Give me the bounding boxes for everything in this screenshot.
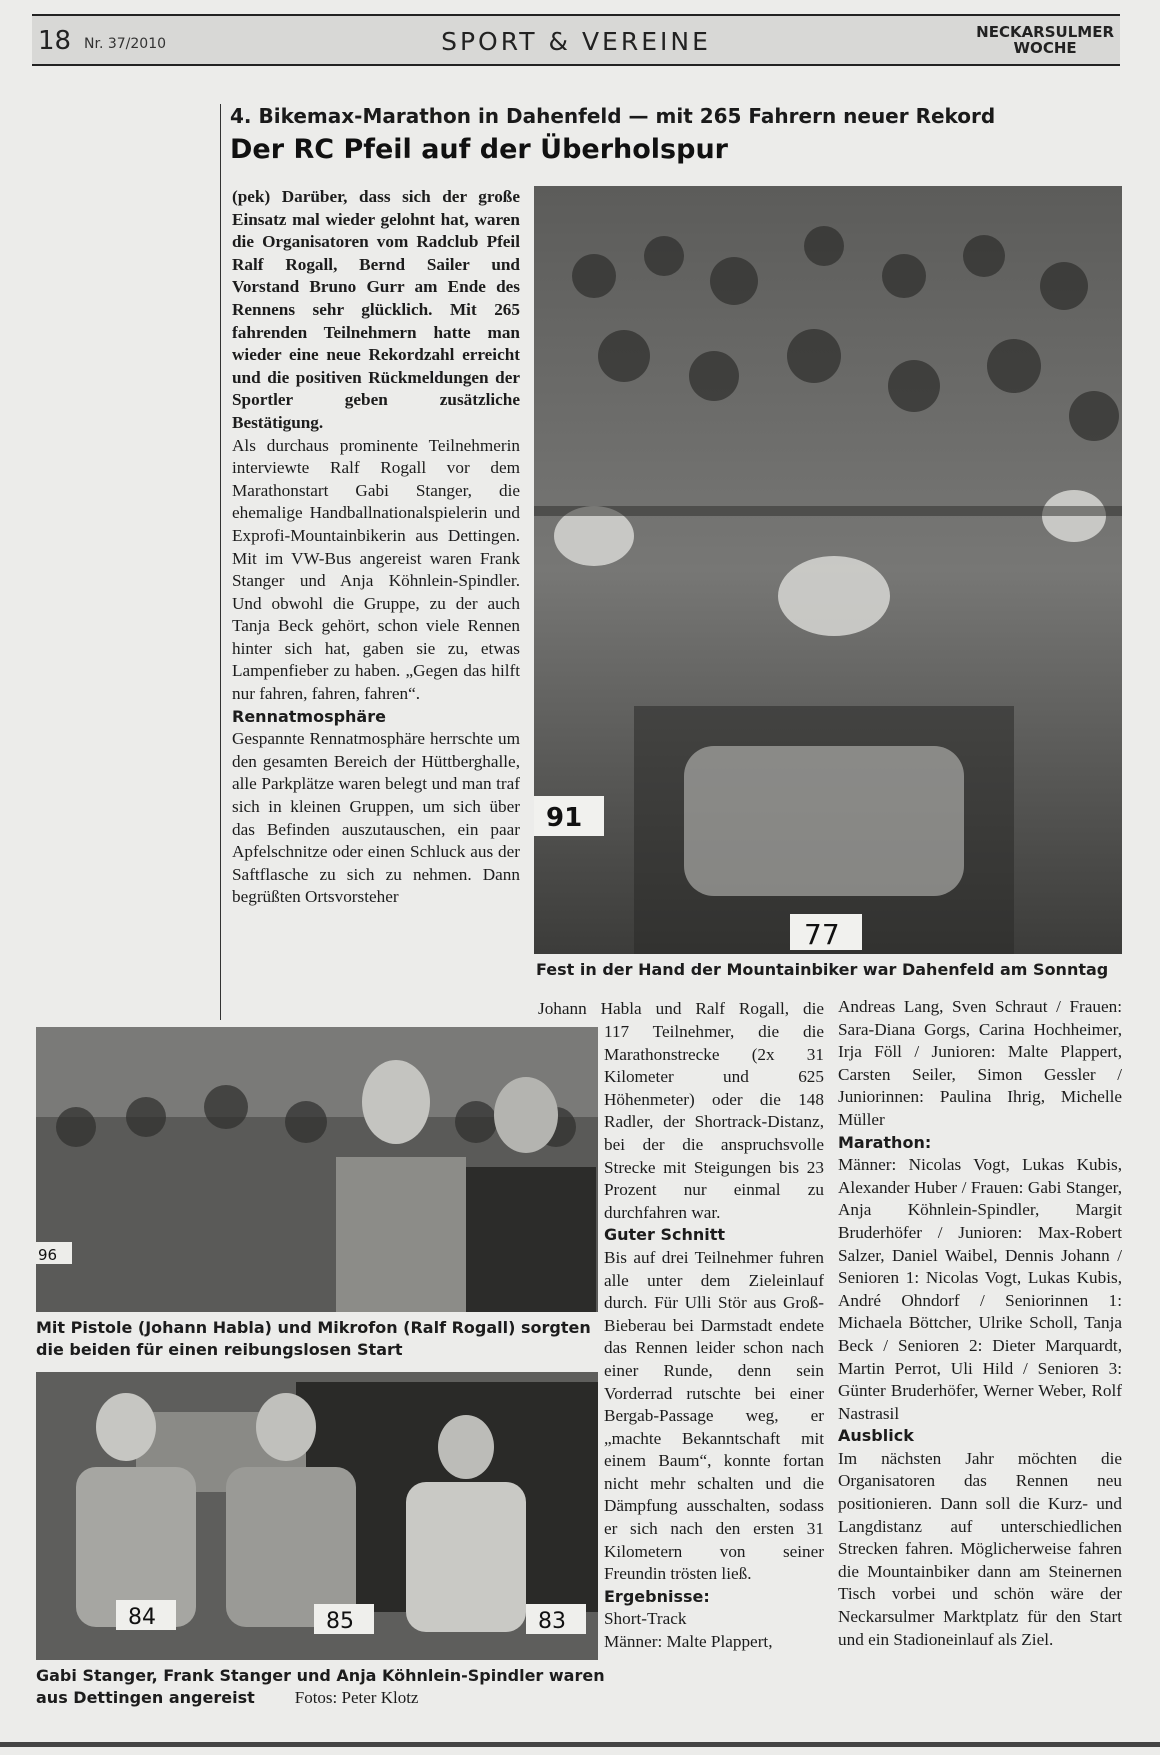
page-footer-rule — [0, 1742, 1160, 1747]
start-photo-caption: Mit Pistole (Johann Habla) und Mikrofon (Ralf Rogall) sorgten die beiden für einen reibungslosen Start — [36, 1318, 591, 1359]
masthead-line1: NECKARSULMER — [976, 23, 1114, 41]
masthead-logo — [976, 24, 1114, 56]
main-photo — [534, 186, 1122, 954]
issue-number: Nr. 37/2010 — [84, 36, 167, 52]
subheading: Guter Schnitt — [604, 1225, 726, 1245]
continuation-line: Johann Habla und Ralf Rogall, die — [538, 999, 824, 1018]
three-riders-photo — [36, 1372, 598, 1660]
race-number: 84 — [128, 1605, 156, 1630]
main-photo-caption: Fest in der Hand der Mountainbiker war Dahenfeld am Sonntag — [536, 960, 1109, 979]
riders-photo — [36, 1372, 598, 1660]
article-kicker: 4. Bikemax-Marathon in Dahenfeld — mit 265 Fahrern neuer Rekord — [230, 104, 996, 128]
subheading: Rennatmosphäre — [232, 706, 386, 726]
race-number: 96 — [38, 1246, 58, 1264]
article-lead: (pek) Darüber, dass sich der große Einsatz mal wieder gelohnt hat, waren die Organisatoren vom Radclub Pfeil Ralf Rogall, Bernd Sailer und Vorstand Bruno Gurr am Ende des Rennens sehr glücklich. Mit 265 fahrenden Teilnehmern hatte man wieder eine neue Rekordzahl erreicht und die positiven Rückmeldungen der Sportler geben zusätzliche Bestätigung. — [232, 187, 520, 432]
article-paragraph: Als durchaus prominente Teilnehmerin interviewte Ralf Rogall vor dem Marathonstart Gabi Stanger, die ehemalige Handballnationalspielerin und Exprofi-Mountainbikerin aus Dettingen. Mit im VW-Bus angereist waren Frank Stanger und Anja Köhnlein-Spindler. Und obwohl die Gruppe, zu der auch Tanja Beck gehört, schon viele Rennen hinter sich hat, gaben sie zu, etwas Lampenfieber zu haben. „Gegen das hilft nur fahren, fahren, fahren“. — [232, 435, 520, 704]
text-column-1 — [232, 186, 520, 909]
subheading: Marathon: — [838, 1132, 932, 1152]
page-number: 18 — [38, 26, 72, 56]
section-title: SPORT & VEREINE — [441, 27, 711, 56]
subheading: Ergebnisse: — [604, 1586, 710, 1606]
cyclists-crowd-photo — [534, 186, 1122, 954]
article-paragraph: 117 Teilnehmer, die die Marathonstrecke (2x 31 Kilometer und 625 Höhenmeter) oder die 148 Radler, der Shortrack-Distanz, bei der die anspruchsvolle Strecke mit Steigungen bis 23 Prozent nur einmal zu durchfahren war. — [604, 1022, 824, 1222]
results-category: Short-Track — [604, 1609, 687, 1629]
article-paragraph: Bis auf drei Teilnehmer fuhren alle unter dem Zieleinlauf durch. Für Ulli Stör aus Groß-Bieberau bei Darmstadt endete das Rennen leider schon nach einer Runde, denn sein Vorderrad rutschte bei einer Bergab-Passage weg, er „machte Bekanntschaft mit einem Baum“, konnte fortan nicht mehr schalten und die Dämpfung ausschalten, sodass er sich nach den ersten 31 Kilometern von seiner Freundin trösten ließ. — [604, 1247, 824, 1584]
results-list: Andreas Lang, Sven Schraut / Frauen: Sara-Diana Gorgs, Carina Hochheimer, Irja Föll / Junioren: Malte Plappert, Carsten Seiler, Simon Gessler / Juniorinnen: Paulina Ihrig, Michelle Müller — [838, 997, 1122, 1129]
riders-caption-text: Gabi Stanger, Frank Stanger und Anja Köhnlein-Spindler waren aus Dettingen angereist — [36, 1666, 605, 1707]
article-headline: Der RC Pfeil auf der Überholspur — [230, 134, 728, 165]
race-number: 77 — [804, 918, 840, 951]
text-column-3 — [838, 996, 1122, 1651]
results-list: Männer: Nicolas Vogt, Lukas Kubis, Alexander Huber / Frauen: Gabi Stanger, Anja Köhnlein-Spindler, Margit Bruderhöfer / Junioren: Max-Robert Salzer, Daniel Waibel, Dennis Johann / Senioren 1: Nicolas Vogt, Lukas Kubis, André Ohndorf / Seniorinnen 1: Michaela Böttcher, Ulrike Scholl, Tanja Beck / Senioren 2: Dieter Marquardt, Martin Perrot, Uli Hild / Senioren 3: Günter Bruderhöfer, Werner Weber, Rolf Nastrasil — [838, 1155, 1122, 1423]
masthead-line2: WOCHE — [1013, 39, 1077, 57]
text-column-2 — [604, 1021, 824, 1654]
start-photo — [36, 1027, 598, 1312]
riders-photo-caption — [36, 1665, 606, 1709]
subheading: Ausblick — [838, 1426, 914, 1446]
race-number: 85 — [326, 1609, 354, 1634]
race-number: 91 — [546, 803, 583, 833]
race-number: 83 — [538, 1609, 566, 1634]
page-header — [32, 14, 1120, 66]
article-paragraph: Im nächsten Jahr möchten die Organisatoren das Rennen neu positionieren. Dann soll die Kurz- und Langdistanz auf unterschiedlichen Strecken fahren. Möglicherweise fahren die Mountainbiker dann am Steinernen Tisch vorbei und schön wäre der Neckarsulmer Marktplatz für den Start und ein Stadioneinlauf als Ziel. — [838, 1448, 1122, 1649]
photo-credit: Fotos: Peter Klotz — [294, 1688, 419, 1707]
officials-start-photo — [36, 1027, 598, 1312]
article-paragraph: Gespannte Rennatmosphäre herrschte um den gesamten Bereich der Hüttberghalle, alle Parkplätze waren belegt und man traf sich in kleinen Gruppen, um sich über das Befinden auszutauschen, ein paar Apfelschnitze oder einen Schluck aus der Saftflasche zu sich zu nehmen. Dann begrüßten Ortsvorsteher — [232, 729, 520, 907]
results-line: Männer: Malte Plappert, — [604, 1632, 773, 1652]
column-divider — [220, 104, 221, 1020]
